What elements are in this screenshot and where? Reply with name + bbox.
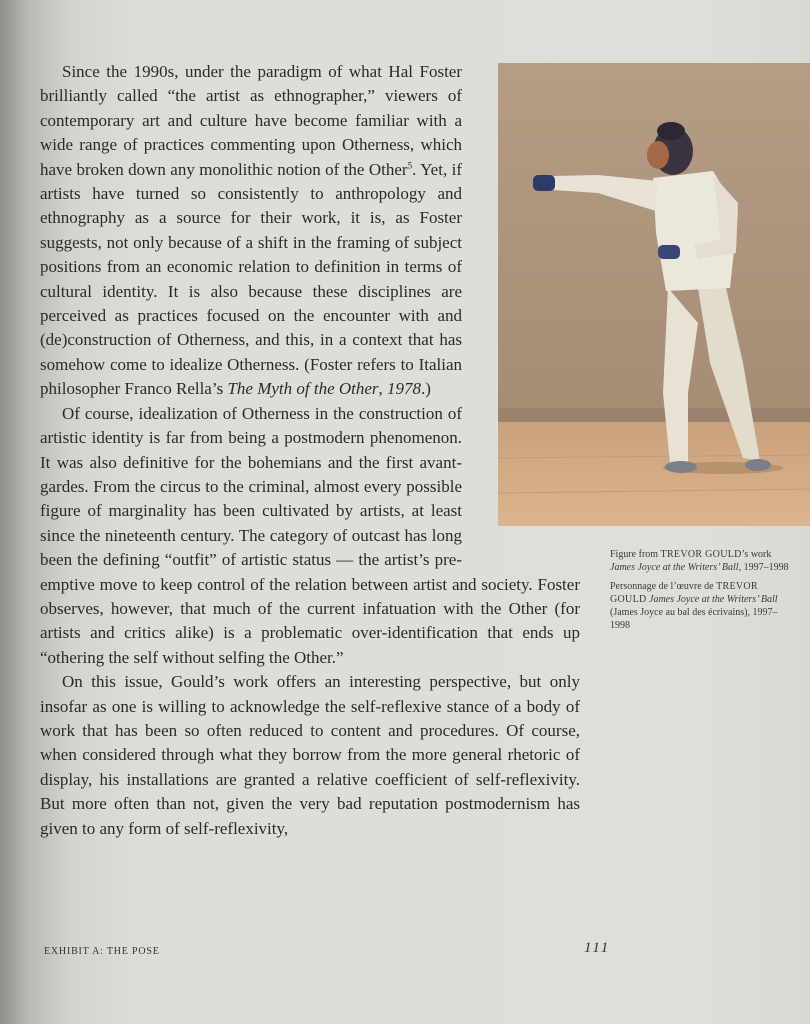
caption-fr-prefix: Personnage de l’œuvre de xyxy=(610,581,717,592)
caption-en-artist: TREVOR GOULD xyxy=(660,549,742,560)
caption-fr-title: James Joyce at the Writers’ Ball xyxy=(649,594,778,605)
paragraph-1-text-b: . Yet, if artists have turned so consistently to anthropology and ethnography as a source for their work, it is, as Foster suggests, not only because of a shift in the framing of subject positions from an economic relation to definition in terms of cultural identity. It is also because these disciplines are perceived as practices focused on the encounter with and (de)construction of Otherness, and this, in a context that has somehow come to idealize Otherness. (Foster refers to Italian philosopher Franco Rella’s xyxy=(40,159,462,399)
caption-english xyxy=(610,548,790,574)
book-title: The Myth of the Other xyxy=(227,379,379,399)
book-year: 1978 xyxy=(387,379,422,399)
paragraph-3: On this issue, Gould’s work offers an interesting perspective, but only insofar as one is willing to acknowledge the self-reflexive stance of a body of work that has been so often reduced to content and procedures. Of course, when considered through what they borrow from the more general rhetoric of display, his installations are granted a relative coefficient of self-reflexivity. But more often than not, given the very bad reputation postmodernism has given to any form of self-reflexivity, xyxy=(40,672,580,838)
footnote-ref: 5 xyxy=(407,159,413,170)
paragraph-1-text-a: Since the 1990s, under the paradigm of what Hal Foster brilliantly called “the artist as ethnographer,” viewers of contemporary art and culture have become familiar with a wide range of practices commenting upon Otherness, which have broken down any monolithic notion of the Other xyxy=(40,62,462,179)
figure-space xyxy=(468,60,580,550)
paragraph-1-text-d: .) xyxy=(421,379,431,399)
running-footer: EXHIBIT A: THE POSE xyxy=(44,946,160,957)
caption-en-prefix: Figure from xyxy=(610,549,661,560)
caption-fr-artist: TREVOR GOULD xyxy=(610,581,758,605)
caption-en-title: James Joyce at the Writers’ Ball xyxy=(610,562,739,573)
paragraph-2: Of course, idealization of Otherness in the construction of artistic identity is far from being a postmodern phenomenon. It was also definitive for the bohemians and the first avant-gardes. From the circus to the criminal, almost every possible figure of marginality has been cultivated by artists, at least since the nineteenth century. The category of outcast has long been the defining “outfit” of artistic status — the artist’s pre-emptive move to keep control of the relation between artist and society. Foster observes, however, that much of the current infatuation with the Other (for artists and critics alike) is a problematic over-identification that ends up “othering the self without selfing the Other.” xyxy=(40,403,580,667)
figure-caption xyxy=(610,548,790,638)
caption-en-mid: ’s work xyxy=(741,549,772,560)
caption-fr-suffix: (James Joyce au bal des écrivains), 1997–1998 xyxy=(610,607,778,631)
paragraph-1-text-c: , xyxy=(378,379,388,399)
page-number: 111 xyxy=(584,940,611,956)
caption-en-suffix: , 1997–1998 xyxy=(738,562,789,573)
caption-french xyxy=(610,580,790,632)
body-text xyxy=(40,60,580,841)
